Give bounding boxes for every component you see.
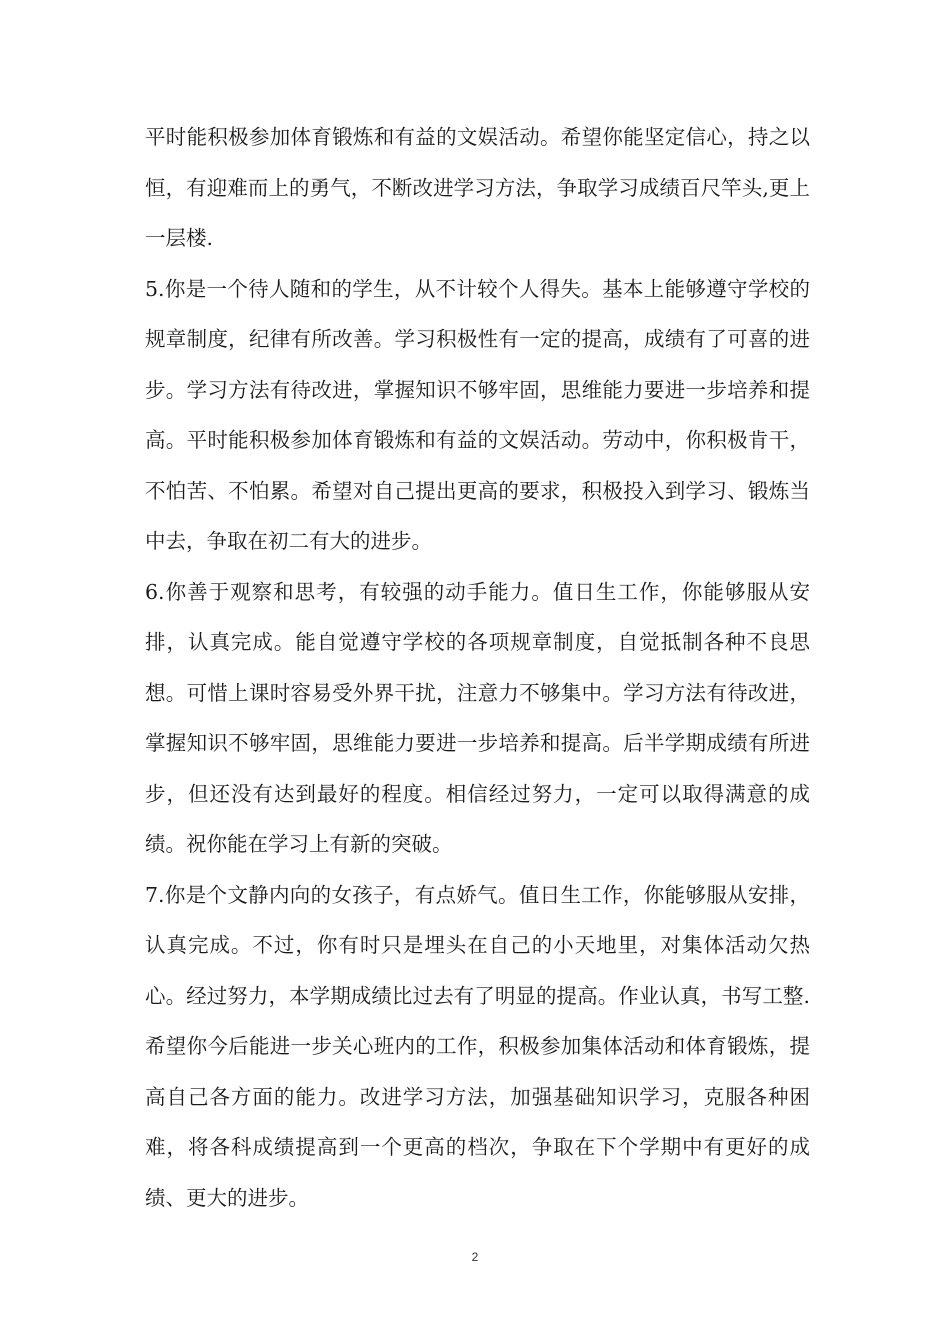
paragraph-item-5: 5.你是一个待人随和的学生，从不计较个人得失。基本上能够遵守学校的规章制度，纪律有所改善。学习积极性有一定的提高，成绩有了可喜的进步。学习方法有待改进，掌握知识不够牢固，思维能力要进一步培养和提高。平时能积极参加体育锻炼和有益的文娱活动。劳动中，你积极肯干，不怕苦、不怕累。希望对自己提出更高的要求，积极投入到学习、锻炼当中去，争取在初二有大的进步。 <box>145 276 810 553</box>
page-number: 2 <box>471 1250 479 1264</box>
document-body <box>145 112 810 1223</box>
paragraph-item-7: 7.你是个文静内向的女孩子，有点娇气。值日生工作，你能够服从安排，认真完成。不过，你有时只是埋头在自己的小天地里，对集体活动欠热心。经过努力，本学期成绩比过去有了明显的提高。作业认真，书写工整.希望你今后能进一步关心班内的工作，积极参加集体活动和体育锻炼，提高自己各方面的能力。改进学习方法，加强基础知识学习，克服各种困难，将各科成绩提高到一个更高的档次，争取在下个学期中有更好的成绩、更大的进步。 <box>145 882 810 1210</box>
paragraph-continuation: 平时能积极参加体育锻炼和有益的文娱活动。希望你能坚定信心，持之以恒，有迎难而上的勇气，不断改进学习方法，争取学习成绩百尺竿头,更上一层楼. <box>145 125 810 250</box>
paragraph-item-6: 6.你善于观察和思考，有较强的动手能力。值日生工作，你能够服从安排，认真完成。能自觉遵守学校的各项规章制度，自觉抵制各种不良思想。可惜上课时容易受外界干扰，注意力不够集中。学习方法有待改进，掌握知识不够牢固，思维能力要进一步培养和提高。后半学期成绩有所进步，但还没有达到最好的程度。相信经过努力，一定可以取得满意的成绩。祝你能在学习上有新的突破。 <box>145 579 810 856</box>
